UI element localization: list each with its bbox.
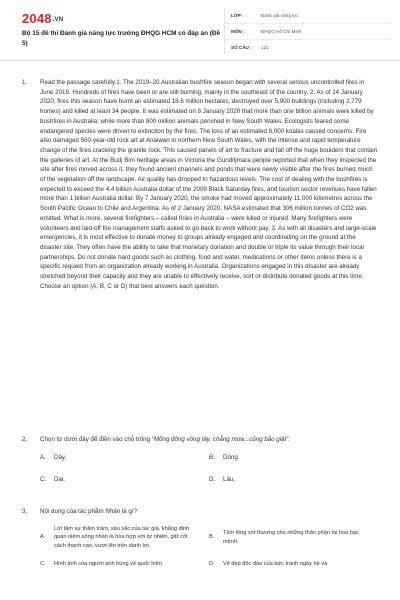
logo-text: 2048 [22, 11, 52, 26]
document-title: Bộ 15 đề thi Đánh giá năng lực trường ĐHQG HCM có đáp án (Đề 5) [22, 30, 221, 47]
option-label: C. [40, 475, 47, 483]
question-prompt [40, 435, 378, 445]
answer-options [40, 453, 378, 497]
option-label: D. [209, 561, 215, 568]
option-b[interactable] [209, 453, 378, 475]
logo-suffix: .VN [52, 16, 64, 23]
option-label: D. [209, 475, 216, 483]
option-a[interactable] [40, 453, 209, 475]
option-text: Lời tâm sự thâm trầm, sâu sắc của tác giả, khẳng định quan niệm sống nhàn là hòa hợp với tự nhiên, giữ cốt cách thanh cao, vượt lên trên danh lợi. [54, 525, 190, 549]
prompt-work-title: Nhàn [105, 508, 121, 515]
option-label: C. [40, 561, 46, 568]
question-3 [0, 507, 400, 579]
question-1 [0, 78, 400, 291]
meta-key: MÔN : [231, 29, 245, 34]
question-prompt [40, 507, 378, 517]
option-label: A. [40, 534, 46, 541]
option-text: Hình ảnh của người anh hùng vệ quốc hiên [54, 561, 162, 568]
question-passage: Read the passage carefully.1. The 2019–20 Australian bushfire season began with several serious uncontrolled fires in June 2019. Hundreds of fires have been or are still burning, mainly in the southeast of the country. 2. As of 14 January 2020, fires this season have burnt an estimated 18.6 million hectares, destroyed over 5,900 buildings (including 2,779 homes) and killed at least 34 people. It was estimated on 8 January 2020 that more than one billion animals were killed by bushfires in Australia; while more than 800 million animals perished in New South Wales. Ecologists feared some endangered species were driven to extinction by the fires. The loss of an estimated 8,000 koalas caused concerns. Fire also damaged 500-year-old rock art at Anaiwan in northern New South Wales, with the intense and rapid temperature change of the fires cracking the granite rock. This caused panels of art to fracture and fall off the huge boulders that contain the galleries of art. At the Budj Bim heritage areas in Victoria the Gunditjmara people reported that when they inspected the site after fires moved across it, they found ancient channels and ponds that were newly visible after the fires burned much of the vegetation off the landscape. Air quality has dropped to hazardous levels. The cost of dealing with the bushfires is expected to exceed the 4.4 billion Australia dollar of the 2009 Black Saturday fires, and tourism sector revenues have fallen more than 1 billion Australia dollar. By 7 January 2020, the smoke had moved approximately 11,000 kilometres across the South Pacific Ocean to Chile and Argentina. As of 2 January 2020, NASA estimated that 306 million tonnes of CO2 was emitted. What is more, several firefighters – called fíries in Australia – were killed or injured. Many firefighters were volunteers and laid-off fire management staffs asked to go back to work without pay. 3. As with all disasters and large-scale emergencies, it is most effective to donate money to groups already engaged and coordinating on the ground at the disaster site. They often have the ability to take that monetary donation and double or triple its value through their local partnerships. Do not donate hard goods such as clothing, food and water, medications or other items unless there is a specific request from an organization already working in Australia. Organizations engaged in this disaster are already stretched beyond their capacity and they are unable to effectively receive, sort or distribute donated goods at this time. Choose an option (A, B, C or D) that best answers each question. [40, 79, 378, 290]
option-text: Vẻ đẹp độc đáo của bức tranh ngày hè và [223, 561, 328, 568]
option-a[interactable] [40, 525, 209, 551]
question-2 [0, 435, 400, 497]
meta-row-subject [225, 24, 391, 40]
prompt-quote: “Mồng đông vồng tây, chẳng mưa...cũng bão giật”. [151, 436, 291, 443]
option-text: Tấm lòng xót thương cho những thân phận tài hoa bạc mệnh. [223, 530, 359, 545]
prompt-text: Nội dung của tác phẩm [40, 508, 106, 515]
question-number: 1. [22, 79, 28, 86]
option-label: B. [209, 453, 215, 461]
option-b[interactable] [209, 525, 378, 551]
option-text: Dai. [54, 475, 66, 483]
prompt-text-end: là gì? [120, 508, 138, 515]
option-text: Dông. [223, 453, 240, 461]
answer-options [40, 525, 378, 579]
meta-row-count [225, 40, 391, 55]
site-logo[interactable] [22, 11, 63, 26]
option-label: A. [40, 453, 46, 461]
meta-value: 121 [261, 45, 269, 50]
option-c[interactable] [40, 475, 209, 497]
meta-value: Đánh giá năng lực [261, 13, 299, 18]
page-header [0, 0, 400, 61]
meta-key: LỚP : [231, 13, 244, 18]
meta-key: SỐ CÂU : [231, 45, 252, 50]
meta-value: ĐHQG Hồ Chí Minh [261, 29, 302, 34]
option-label: B. [209, 534, 215, 541]
option-c[interactable] [40, 560, 209, 569]
option-d[interactable] [209, 560, 378, 569]
question-number: 2. [22, 436, 28, 443]
question-number: 3. [22, 508, 28, 515]
option-d[interactable] [209, 475, 378, 497]
meta-row-class [225, 8, 391, 24]
option-text: Dây. [54, 453, 67, 461]
exam-meta-table [224, 8, 391, 55]
prompt-text: Chọn từ dưới đây để điền vào chỗ trống [40, 436, 152, 443]
option-text: Lâu. [223, 475, 236, 483]
